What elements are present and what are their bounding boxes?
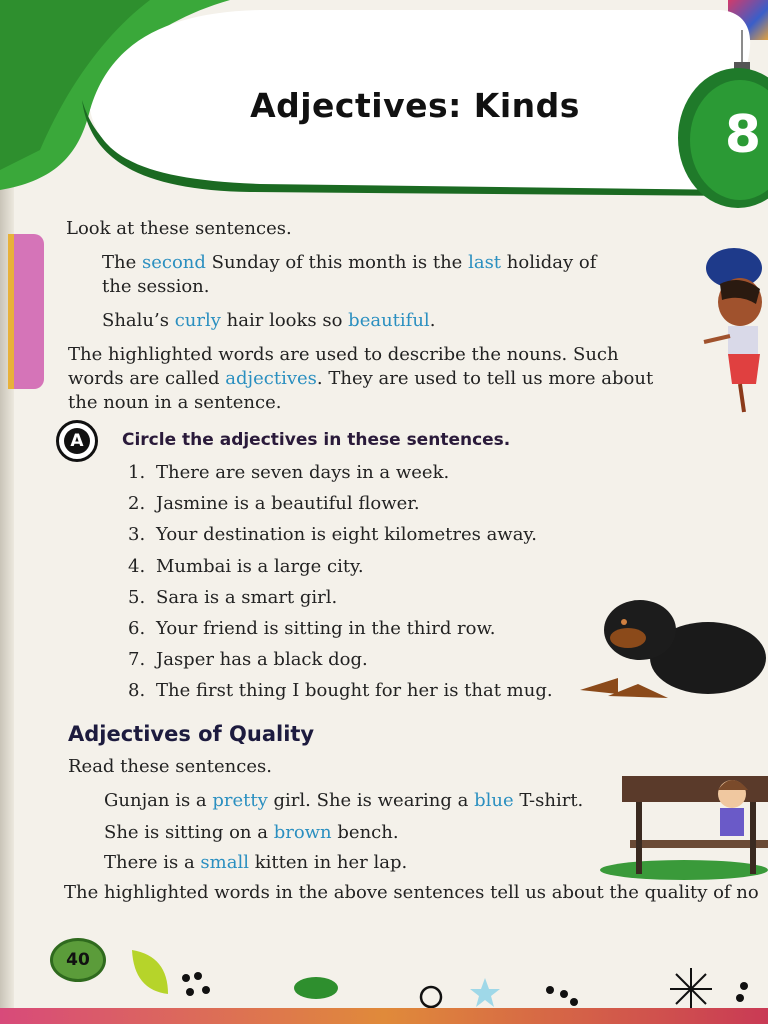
example-sentence-2: Shalu’s curly hair looks so beautiful. (102, 310, 436, 331)
sparkle-icon (668, 966, 714, 1012)
dog-illustration (578, 586, 768, 702)
quality-sentence-2: She is sitting on a brown bench. (104, 822, 399, 843)
quality-lead: Read these sentences. (68, 756, 272, 777)
quality-sentence-1: Gunjan is a pretty girl. She is wearing a blue T-shirt. (104, 790, 584, 811)
girl-illustration (700, 244, 768, 416)
list-item: 5. Sara is a smart girl. (128, 586, 338, 608)
chapter-number: 8 (724, 105, 762, 165)
closing-text: The highlighted words in the above sentences tell us about the quality of no (64, 882, 759, 903)
section-heading: Adjectives of Quality (68, 722, 315, 746)
side-tab (8, 234, 44, 389)
leaf-icon (128, 946, 172, 998)
list-item: 4. Mumbai is a large city. (128, 555, 364, 577)
circle-icon (418, 984, 444, 1010)
list-item: 7. Jasper has a black dog. (128, 649, 368, 671)
explanation-line-2: words are called adjectives. They are used to tell us more about (68, 368, 654, 389)
quality-sentence-3: There is a small kitten in her lap. (104, 852, 408, 873)
example-sentence-1-cont: the session. (102, 276, 210, 297)
list-item: 3. Your destination is eight kilometres away. (128, 524, 537, 546)
dots-icon (734, 980, 754, 1006)
list-item: 2. Jasmine is a beautiful flower. (128, 493, 420, 515)
star-icon (468, 976, 502, 1010)
dots-icon (180, 970, 216, 1000)
exercise-title: Circle the adjectives in these sentences. (122, 430, 511, 450)
list-item: 8. The first thing I bought for her is that mug. (128, 680, 553, 702)
exercise-badge: A (56, 420, 98, 462)
explanation-line-1: The highlighted words are used to describe the nouns. Such (68, 344, 619, 365)
chapter-title: Adjectives: Kinds (250, 86, 580, 125)
list-item: 6. Your friend is sitting in the third row. (128, 617, 496, 639)
example-sentence-1: The second Sunday of this month is the last holiday of (102, 252, 597, 273)
exercise-list (128, 462, 553, 712)
bench-girl-illustration (600, 766, 768, 882)
leaf-icon (292, 974, 340, 1002)
intro-lead: Look at these sentences. (66, 218, 292, 239)
list-item: 1. There are seven days in a week. (128, 462, 450, 483)
explanation-line-3: the noun in a sentence. (68, 392, 282, 413)
dots-icon (544, 984, 580, 1008)
background-cloth (0, 1008, 768, 1024)
page-number: 40 (50, 938, 106, 982)
